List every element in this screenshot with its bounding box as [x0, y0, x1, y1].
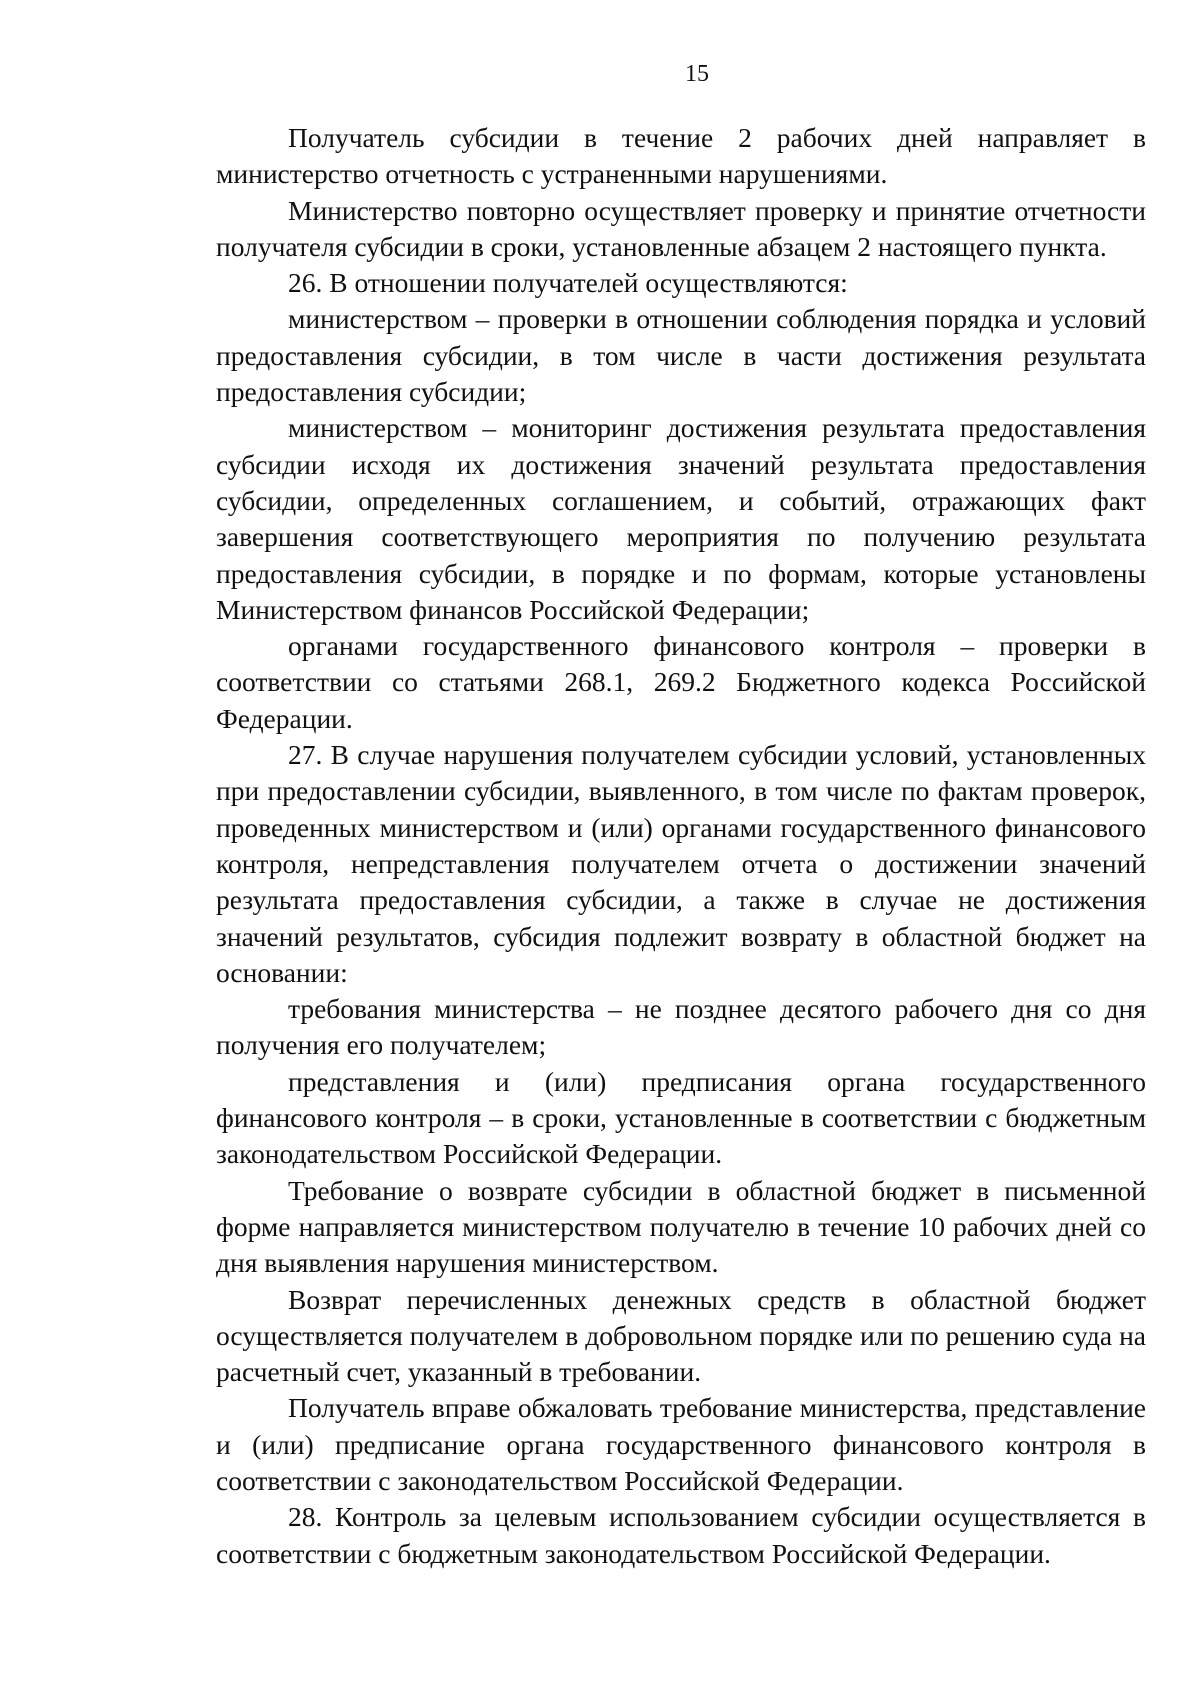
paragraph: министерством – мониторинг достижения результата предоставления субсидии исходя их достижения значений результата предоставления субсидии, определенных соглашением, и событий, отражающих факт завершения соответствующего мероприятия по получению результата предоставления субсидии, в порядке и по формам, которые установлены Министерством финансов Российской Федерации; [216, 412, 1146, 625]
paragraph-item-28: 28. Контроль за целевым использованием субсидии осуществляется в соответствии с бюджетным законодательством Российской Федерации. [216, 1501, 1146, 1569]
paragraph: министерством – проверки в отношении соблюдения порядка и условий предоставления субсидии, в том числе в части достижения результата предоставления субсидии; [216, 303, 1146, 408]
paragraph: органами государственного финансового контроля – проверки в соответствии со статьями 268.1, 269.2 Бюджетного кодекса Российской Федерации. [216, 630, 1146, 734]
paragraph: представления и (или) предписания органа государственного финансового контроля – в сроки, установленные в соответствии с бюджетным законодательством Российской Федерации. [216, 1065, 1146, 1170]
paragraph: Получатель вправе обжаловать требование министерства, представление и (или) предписание органа государственного финансового контроля в соответствии с законодательством Российской Федерации. [216, 1392, 1146, 1496]
document-body [216, 120, 1146, 1572]
page-number: 15 [685, 61, 709, 87]
paragraph: Получатель субсидии в течение 2 рабочих дней направляет в министерство отчетность с устраненными нарушениями. [216, 122, 1146, 190]
paragraph: Возврат перечисленных денежных средств в областной бюджет осуществляется получателем в добровольном порядке или по решению суда на расчетный счет, указанный в требовании. [216, 1283, 1146, 1388]
paragraph-item-26: 26. В отношении получателей осуществляются: [288, 267, 848, 299]
paragraph: требования министерства – не позднее десятого рабочего дня со дня получения его получателем; [216, 993, 1146, 1061]
paragraph-item-27: 27. В случае нарушения получателем субсидии условий, установленных при предоставлении субсидии, выявленного, в том числе по фактам проверок, проведенных министерством и (или) органами государственного финансового контроля, непредставления получателем отчета о достижении значений результата предоставления субсидии, а также в случае не достижения значений результатов, субсидия подлежит возврату в областной бюджет на основании: [216, 739, 1146, 988]
paragraph: Требование о возврате субсидии в областной бюджет в письменной форме направляется министерством получателю в течение 10 рабочих дней со дня выявления нарушения министерством. [216, 1174, 1146, 1279]
paragraph: Министерство повторно осуществляет проверку и принятие отчетности получателя субсидии в сроки, установленные абзацем 2 настоящего пункта. [216, 194, 1146, 262]
